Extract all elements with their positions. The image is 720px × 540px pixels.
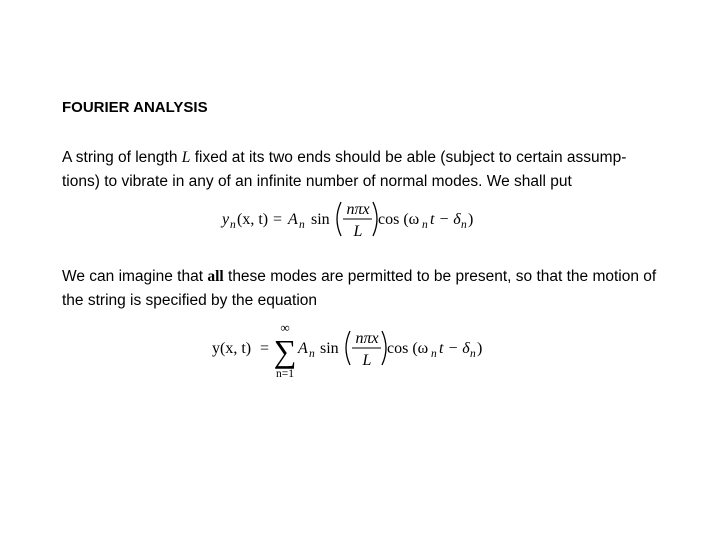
superposition-paragraph	[62, 265, 662, 313]
eq1-close: )	[468, 211, 474, 228]
eq2-amplitude: A	[298, 340, 308, 357]
superposition-text-start: We can imagine that	[62, 268, 208, 285]
eq1-delta-subscript: n	[461, 219, 467, 231]
length-variable: L	[181, 149, 191, 166]
eq2-sin: sin	[320, 340, 339, 357]
eq1-equals: =	[273, 211, 283, 228]
eq2-sum-upper: ∞	[280, 320, 290, 335]
eq2-equals: =	[260, 340, 270, 357]
eq1-cos: cos (ω	[378, 211, 420, 228]
normal-mode-equation	[222, 198, 482, 242]
emphasis-all: all	[207, 268, 224, 285]
eq1-omega-subscript: n	[422, 219, 428, 231]
eq1-right-paren	[373, 202, 377, 236]
superposition-text-end: these modes are permitted to be present, so that the motion of the string is specified by the equation	[62, 268, 657, 309]
eq2-delta-subscript: n	[470, 348, 476, 360]
eq1-t-minus-delta: t − δ	[430, 211, 461, 228]
eq2-sigma: ∑	[273, 333, 297, 369]
eq2-sum-lower: n=1	[276, 368, 294, 380]
eq2-cos: cos (ω	[387, 340, 429, 357]
eq2-left-paren	[346, 331, 350, 365]
eq2-numerator: nπx	[355, 330, 379, 347]
eq1-denominator: L	[353, 223, 363, 240]
eq1-y-subscript: n	[230, 219, 236, 231]
eq1-y: y	[222, 211, 230, 228]
eq1-sin: sin	[311, 211, 330, 228]
intro-paragraph	[62, 146, 662, 194]
eq1-amplitude-subscript: n	[299, 219, 305, 231]
intro-text-end: fixed at its two ends should be able (subject to certain assump-tions) to vibrate in any of an infinite number of normal modes. We shall put	[62, 149, 627, 190]
eq1-left-paren	[337, 202, 341, 236]
intro-text-start: A string of length	[62, 149, 182, 166]
eq2-denominator: L	[362, 352, 372, 369]
fourier-series-equation	[212, 320, 492, 382]
eq2-close: )	[477, 340, 483, 357]
eq2-t-minus-delta: t − δ	[439, 340, 470, 357]
eq1-numerator: nπx	[346, 201, 370, 218]
eq1-args: (x, t)	[237, 211, 269, 228]
eq2-right-paren	[382, 331, 386, 365]
eq1-amplitude: A	[288, 211, 298, 228]
eq2-lhs: y(x, t)	[212, 340, 252, 357]
eq2-omega-subscript: n	[431, 348, 437, 360]
section-heading: FOURIER ANALYSIS	[62, 99, 208, 116]
eq2-amplitude-subscript: n	[309, 348, 315, 360]
